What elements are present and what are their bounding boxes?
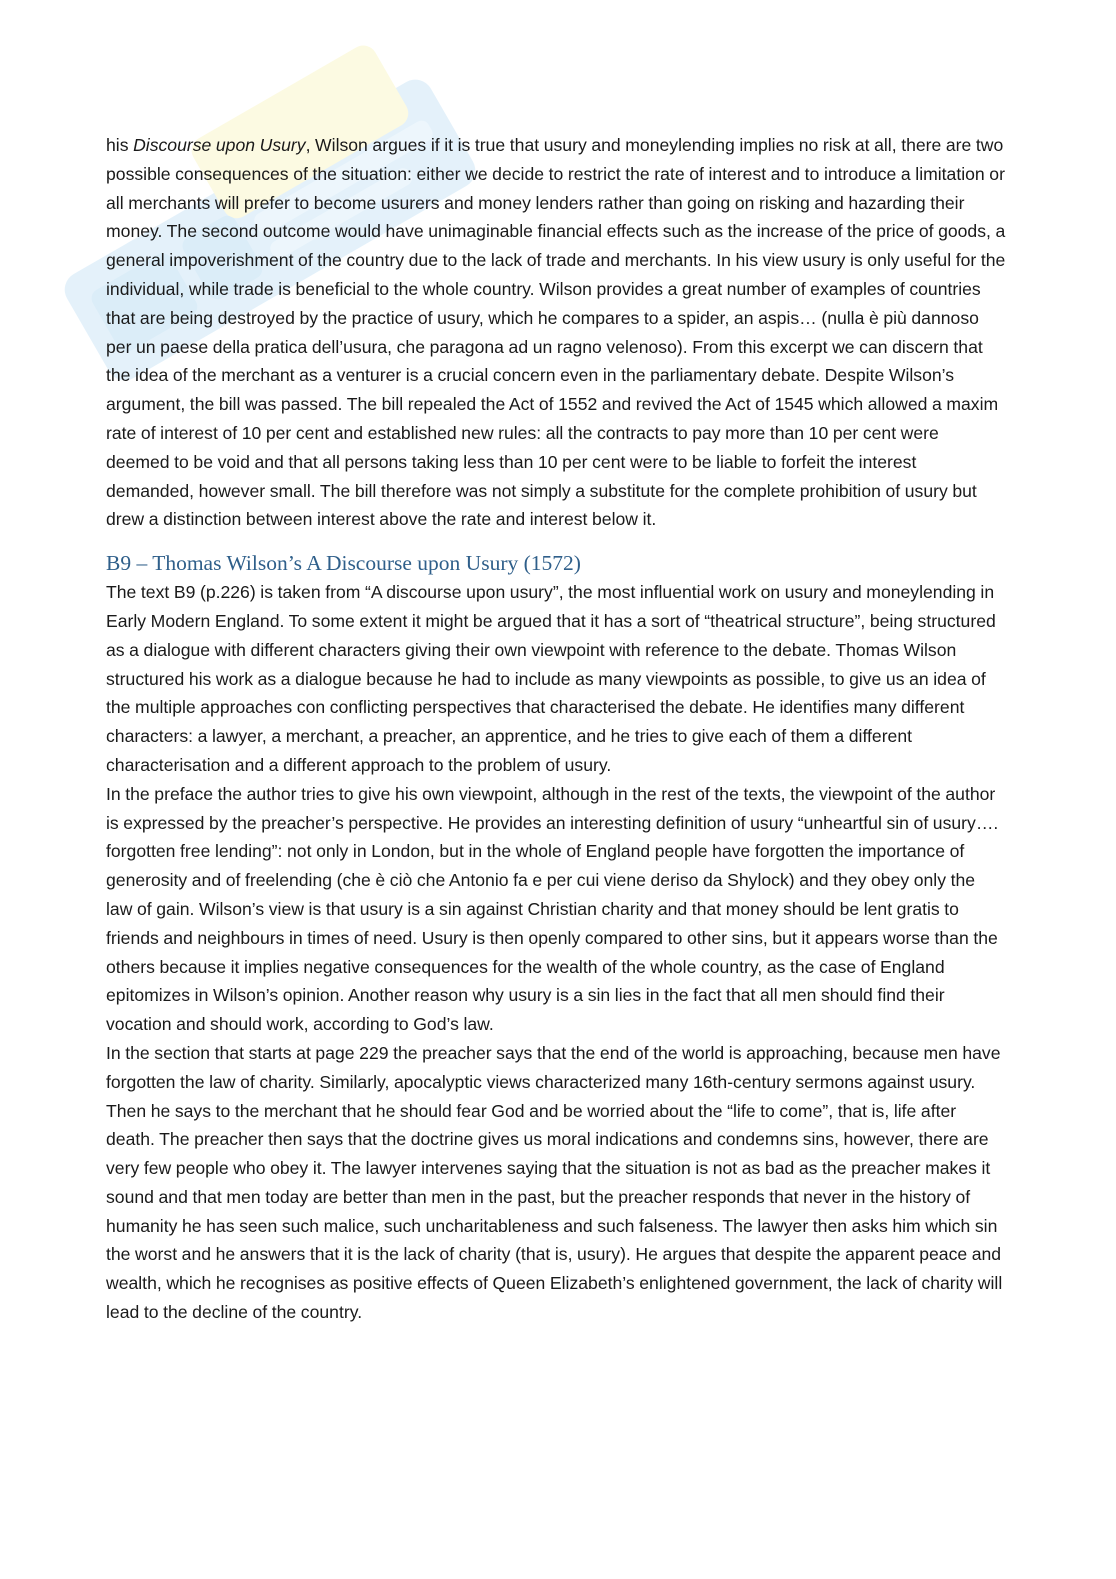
paragraph-2: In the preface the author tries to give his own viewpoint, although in the rest of the texts, the viewpoint of the author is expressed by the preacher’s perspective. He provides an interesting definition of usury “unheartful sin of usury…. forgotten free lending”: not only in London, but in the whole of England people have forgotten the importance of generosity and of freelending (che è ciò che Antonio fa e per cui viene deriso da Shylock) and they obey only the law of gain. Wilson’s view is that usury is a sin against Christian charity and that money should be lent gratis to friends and neighbours in times of need. Usury is then openly compared to other sins, but it appears worse than the others because it implies negative consequences for the wealth of the whole country, as the case of England epitomizes in Wilson’s opinion. Another reason why usury is a sin lies in the fact that all men should find their vocation and should work, according to God’s law.: [106, 783, 999, 1035]
intro-prefix: his: [106, 135, 134, 155]
paragraph-3: In the section that starts at page 229 the preacher says that the end of the world is approaching, because men have forgotten the law of charity. Similarly, apocalyptic views characterized many 16th-century sermons against usury. Then he says to the merchant that he should fear God and be worried about the “life to come”, that is, life after death. The preacher then says that the doctrine gives us moral indications and condemns sins, however, there are very few people who obey it. The lawyer intervenes saying that the situation is not as bad as the preacher makes it sound and that men today are better than men in the past, but the preacher responds that never in the history of humanity he has seen such malice, such uncharitableness and such falseness. The lawyer then asks him which sin the worst and he answers that it is the lack of charity (that is, usury). He argues that despite the apparent peace and wealth, which he recognises as positive effects of Queen Elizabeth’s enlightened government, the lack of charity will lead to the decline of the country.: [106, 1042, 1003, 1323]
intro-paragraph: [106, 131, 1006, 534]
intro-text: , Wilson argues if it is true that usury and moneylending implies no risk at all, there are two possible consequences of the situation: either we decide to restrict the rate of interest and to introduce a limitation or all merchants will prefer to become usurers and money lenders rather than going on risking and hazarding their money. The second outcome would have unimaginable financial effects such as the increase of the price of goods, a general impoverishment of the country due to the lack of trade and merchants. In his view usury is only useful for the individual, while trade is beneficial to the whole country. Wilson provides a great number of examples of countries that are being destroyed by the practice of usury, which he compares to a spider, an aspis… (nulla è più dannoso per un paese della pratica dell’usura, che paragona ad un ragno velenoso). From this excerpt we can discern that the idea of the merchant as a venturer is a crucial concern even in the parliamentary debate. Despite Wilson’s argument, the bill was passed. The bill repealed the Act of 1552 and revived the Act of 1545 which allowed a maxim rate of interest of 10 per cent and established new rules: all the contracts to pay more than 10 per cent were deemed to be void and that all persons taking less than 10 per cent were to be liable to forfeit the interest demanded, however small. The bill therefore was not simply a substitute for the complete prohibition of usury but drew a distinction between interest above the rate and interest below it.: [106, 135, 1006, 530]
book-title: Discourse upon Usury: [133, 135, 306, 155]
paragraph-1: The text B9 (p.226) is taken from “A discourse upon usury”, the most influential work on usury and moneylending in Early Modern England. To some extent it might be argued that it has a sort of “theatrical structure”, being structured as a dialogue with different characters giving their own viewpoint with reference to the debate. Thomas Wilson structured his work as a dialogue because he had to include as many viewpoints as possible, to give us an idea of the multiple approaches con conflicting perspectives that characterised the debate. He identifies many different characters: a lawyer, a merchant, a preacher, an apprentice, and he tries to give each of them a different characterisation and a different approach to the problem of usury.: [106, 582, 996, 775]
document-body: [106, 131, 1006, 1327]
section-heading: B9 – Thomas Wilson’s A Discourse upon Usury (1572): [106, 551, 581, 576]
